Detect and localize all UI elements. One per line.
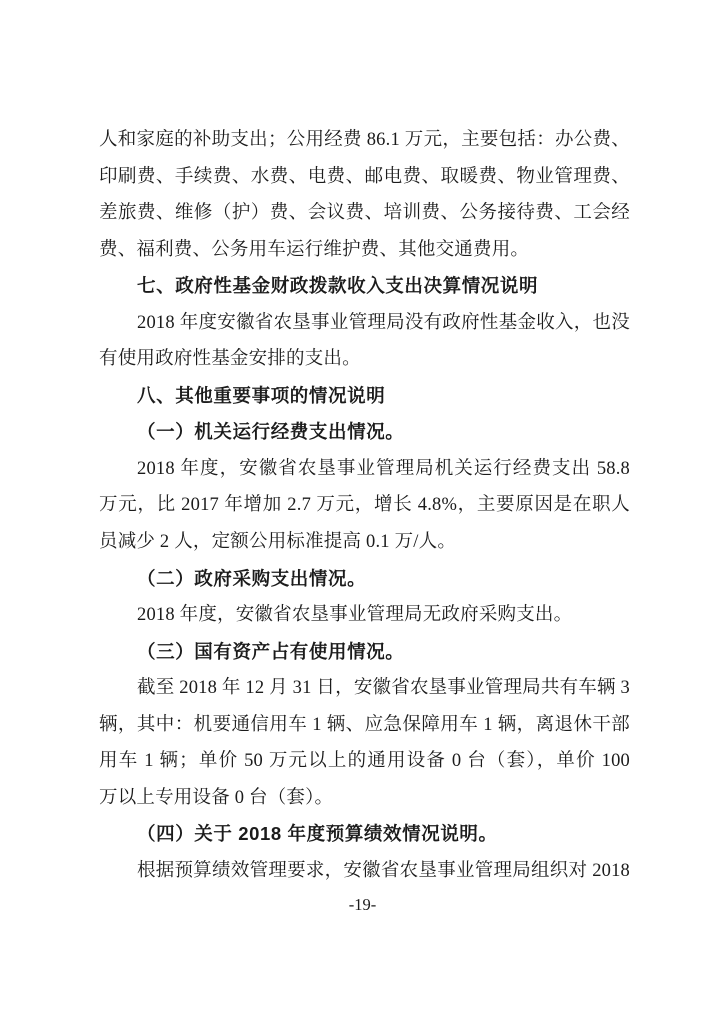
- text-line: 万以上专用设备 0 台（套）。: [99, 787, 334, 808]
- text-line: 万元，比 2017 年增加 2.7 万元，增长 4.8%，主要原因是在职人: [99, 495, 630, 516]
- text-line: 用车 1 辆；单价 50 万元以上的通用设备 0 台（套），单价 100: [99, 751, 630, 772]
- text-line: 员减少 2 人，定额公用标准提高 0.1 万/人。: [99, 532, 457, 553]
- text-line: 辆，其中：机要通信用车 1 辆、应急保障用车 1 辆，离退休干部: [99, 714, 630, 735]
- text-line: 2018 年度，安徽省农垦事业管理局无政府采购支出。: [137, 605, 573, 626]
- section-heading: （四）关于 2018 年度预算绩效情况说明。: [137, 823, 498, 845]
- text-line: 截至 2018 年 12 月 31 日，安徽省农垦事业管理局共有车辆 3: [137, 678, 630, 699]
- section-heading: 八、其他重要事项的情况说明: [137, 384, 386, 406]
- text-line: 2018 年度安徽省农垦事业管理局没有政府性基金收入，也没: [137, 312, 630, 333]
- text-line: 有使用政府性基金安排的支出。: [99, 349, 361, 370]
- text-line: 根据预算绩效管理要求，安徽省农垦事业管理局组织对 2018: [137, 860, 630, 881]
- text-line: 2018 年度，安徽省农垦事业管理局机关运行经费支出 58.8: [137, 458, 630, 479]
- section-heading: 七、政府性基金财政拨款收入支出决算情况说明: [137, 275, 539, 297]
- section-heading: （三）国有资产占有使用情况。: [137, 640, 405, 662]
- text-line: 印刷费、手续费、水费、电费、邮电费、取暖费、物业管理费、: [99, 166, 630, 187]
- section-heading: （一）机关运行经费支出情况。: [137, 421, 405, 443]
- text-line: 费、福利费、公务用车运行维护费、其他交通费用。: [99, 239, 530, 260]
- text-line: 差旅费、维修（护）费、会议费、培训费、公务接待费、工会经: [99, 203, 630, 224]
- text-line: 人和家庭的补助支出；公用经费 86.1 万元，主要包括：办公费、: [99, 130, 630, 150]
- document-body: [99, 122, 630, 889]
- page-number: -19-: [348, 895, 377, 914]
- section-heading: （二）政府采购支出情况。: [137, 567, 367, 589]
